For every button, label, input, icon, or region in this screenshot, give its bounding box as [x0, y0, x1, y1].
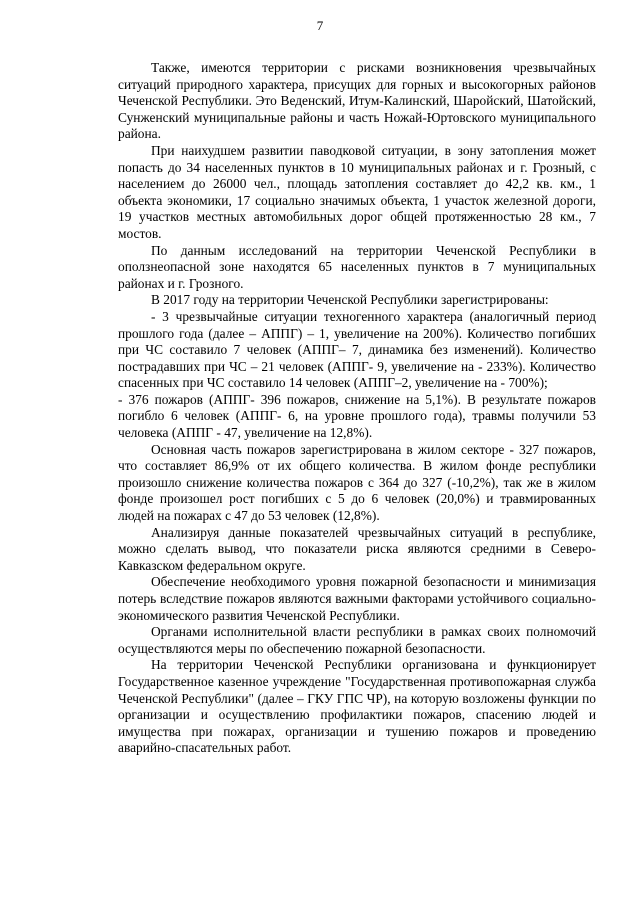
paragraph-executive-measures: Органами исполнительной власти республики в рамках своих полномочий осуществляются меры по обеспечению пожарной безопасности. [118, 624, 596, 656]
page-number: 7 [316, 18, 324, 33]
paragraph-analysis-conclusion: Анализируя данные показателей чрезвычайных ситуаций в республике, можно сделать вывод, что показатели риска являются средними в Северо-Кавказском федеральном округе. [118, 524, 596, 573]
paragraph-fires-count: - 376 пожаров (АППГ- 396 пожаров, снижение на 5,1%). В результате пожаров погибло 6 человек (АППГ- 6, на уровне прошлого года), травмы получили 53 человека (АППГ - 47, увеличение на 12,8%). [118, 391, 596, 441]
paragraph-residential-fires: Основная часть пожаров зарегистрирована в жилом секторе - 327 пожаров, что составляет 86,9% от их общего количества. В жилом фонде республики произошло снижение количества пожаров с 364 до 327 (-10,2%), так же в жилом фонде произошел рост погибших с 5 до 6 человек (20,0%) и травмированных людей на пожарах с 47 до 53 человек (12,8%). [118, 441, 596, 524]
paragraph-fire-service: На территории Чеченской Республики организована и функционирует Государственное казенное учреждение "Государственная противопожарная служба Чеченской Республики" (далее – ГКУ ГПС ЧР), на которую возложены функции по организации и осуществлению профилактики пожаров, спасению людей и имущества при пожарах, организации и тушению пожаров и проведению аварийно-спасательных работ. [118, 657, 596, 756]
paragraph-2017-registered: В 2017 году на территории Чеченской Республики зарегистрированы: [151, 292, 549, 308]
paragraph-landslide-zone: По данным исследований на территории Чеченской Республики в оползнеопасной зоне находятся 65 населенных пунктов в 7 муниципальных районах и г. Грозного. [118, 242, 596, 291]
paragraph-technogenic-emergencies: - 3 чрезвычайные ситуации техногенного характера (аналогичный период прошлого года (далее – АППГ) – 1, увеличение на 200%). Количество погибших при ЧС составило 7 человек (АППГ– 7, динамика без изменений). Количество пострадавших при ЧС – 21 человек (АППГ- 9, увеличение на - 233%). Количество спасенных при ЧС составило 14 человек (АППГ–2, увеличение на - 700%); [118, 308, 596, 391]
paragraph-fire-safety-factors: Обеспечение необходимого уровня пожарной безопасности и минимизация потерь вследствие пожаров являются важными факторами устойчивого социально-экономического развития Чеченской Республики. [118, 574, 596, 623]
document-body [118, 60, 596, 757]
paragraph-flood-scenario: При наихудшем развитии паводковой ситуации, в зону затопления может попасть до 34 населенных пунктов в 10 муниципальных районах и г. Грозный, с населением до 26000 чел., площадь затопления составляет до 42,2 кв. км., 1 объекта экономики, 17 социально значимых объекта, 1 участок железной дороги, 19 участков местных автомобильных дорог общей протяженностью 28 км., 7 мостов. [118, 142, 596, 241]
paragraph-mountain-risks: Также, имеются территории с рисками возникновения чрезвычайных ситуаций природного характера, присущих для горных и высокогорных районов Чеченской Республики. Это Веденский, Итум-Калинский, Шаройский, Шатойский, Сунженский муниципальные районы и часть Ножай-Юртовского муниципального района. [118, 60, 596, 142]
